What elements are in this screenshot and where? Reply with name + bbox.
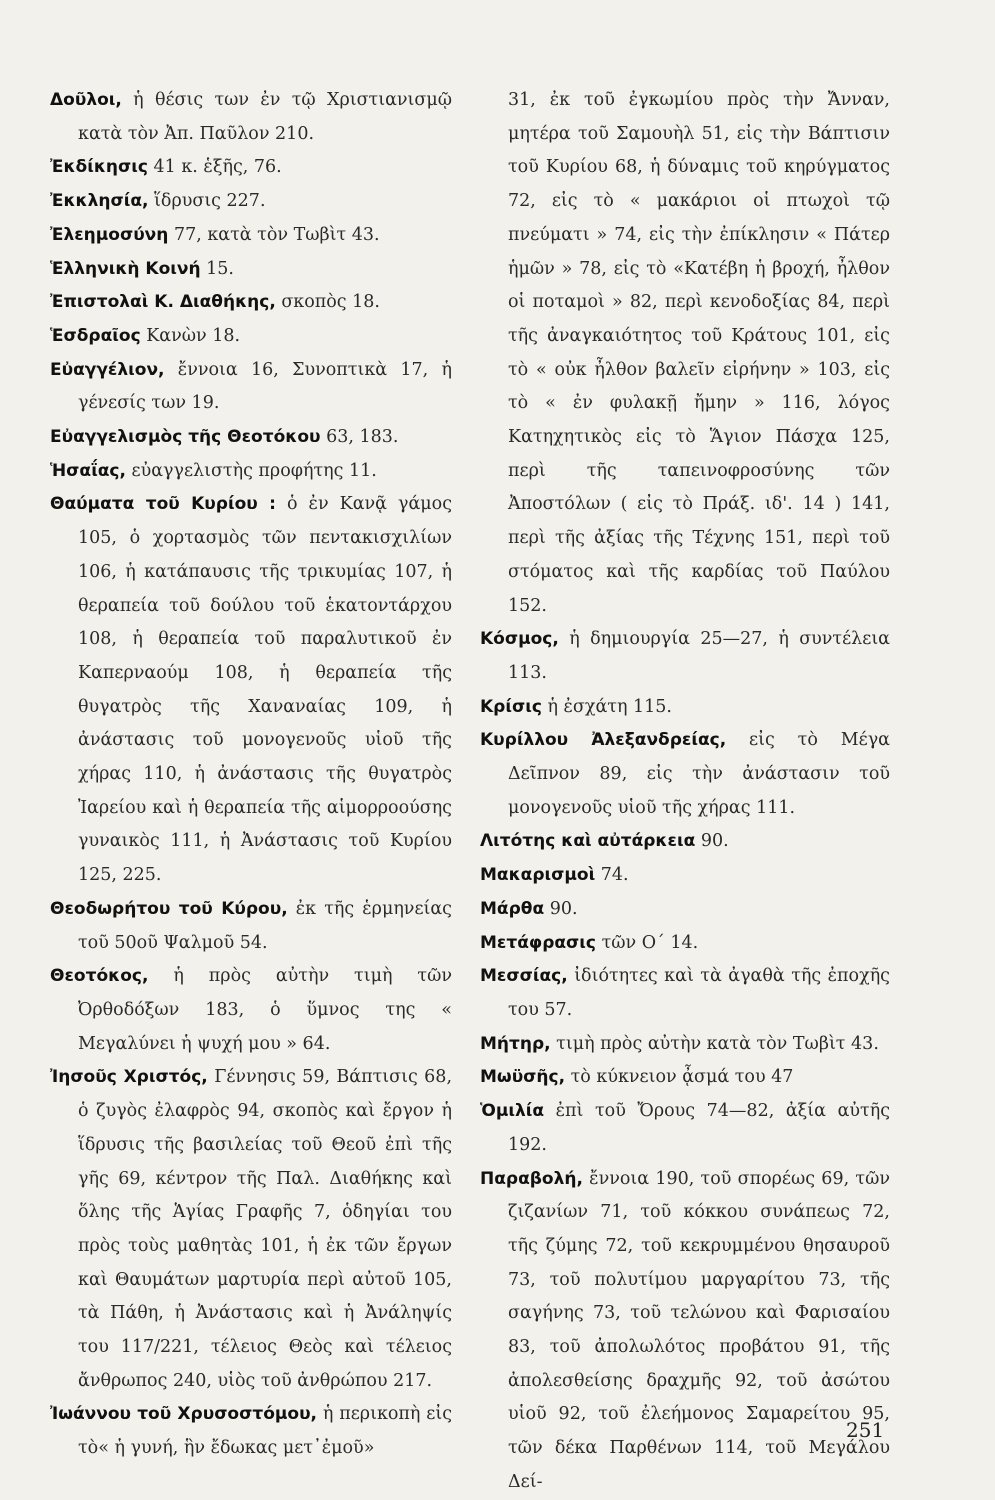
index-entry (480, 927, 890, 961)
index-headword: Ἰωάννου τοῦ Χρυσοστόμου, (50, 1404, 318, 1425)
index-entry-text: ἡ δημιουργία 25—27, ἡ συντέλεια 113. (508, 629, 890, 683)
index-entry-text: εὐαγγελιστὴς προφήτης 11. (125, 460, 377, 481)
index-entry (480, 1061, 890, 1095)
index-entry (480, 84, 890, 623)
index-entry (480, 724, 890, 825)
index-entry (480, 893, 890, 927)
index-entry-text: 90. (544, 898, 578, 919)
index-entry-text: ἵδρυσις 227. (148, 191, 266, 212)
index-entry-text: ἔννοια 190, τοῦ σπορέως 69, τῶν ζιζανίων 71, τοῦ κόκκου συνάπεως 72, τῆς ζύμης 72, τοῦ κεκρυμμένου θησαυροῦ 73, τοῦ πολυτίμου μαργαρίτου 73, τῆς σαγήνης 73, τοῦ τελώνου καὶ Φαρισαίου 83, τοῦ ἀπολωλότος προβάτου 91, τῆς ἀπολεσθείσης δραχμῆς 92, τοῦ ἀσώτου υἱοῦ 92, τοῦ ἐλεήμονος Σαμαρείτου 95, τῶν δέκα Παρθένων 114, τοῦ Μεγάλου Δεί- (508, 1168, 890, 1492)
index-headword: Ὁμιλία (480, 1101, 545, 1122)
index-headword: Ἑλληνικὴ Κοινή (50, 258, 201, 279)
index-headword: Μωϋσῆς, (480, 1067, 566, 1088)
index-entry-text: τὸ κύκνειον ᾆσμά του 47 (565, 1067, 794, 1088)
index-entry (50, 84, 452, 151)
index-entry-text: ὁ ἐν Κανᾷ γάμος 105, ὁ χορτασμὸς τῶν πεντακισχιλίων 106, ἡ κατάπαυσις τῆς τρικυμίας 107, ἡ θεραπεία τοῦ δούλου τοῦ ἑκατοντάρχου 108, ἡ θεραπεία τοῦ παραλυτικοῦ ἐν Καπερναούμ 108, ἡ θεραπεία τῆς θυγατρὸς τῆς Χαναναίας 109, ἡ ἀνάστασις τοῦ μονογενοῦς υἱοῦ τῆς χήρας 110, ἡ ἀνάστασις τῆς θυγατρὸς Ἰαρείου καὶ ἡ θεραπεία τῆς αἱμορροούσης γυναικὸς 111, ἡ Ἀνάστασις τοῦ Κυρίου 125, 225. (78, 494, 452, 886)
index-headword: Ἐκδίκησις (50, 157, 148, 178)
index-entry-text: εἰς τὸ Μέγα Δεῖπνον 89, εἰς τὴν ἀνάστασιν τοῦ μονογενοῦς υἱοῦ τῆς χήρας 111. (508, 730, 890, 818)
index-entry (50, 1061, 452, 1398)
index-entry-text: Κανὼν 18. (140, 325, 241, 346)
index-entry (50, 185, 452, 219)
index-entry-text: ἐπὶ τοῦ Ὄρους 74—82, ἀξία αὐτῆς 192. (508, 1101, 890, 1155)
index-headword: Λιτότης καὶ αὐτάρκεια (480, 831, 696, 852)
index-headword: Ἰησοῦς Χριστός, (50, 1067, 208, 1088)
index-entry (50, 286, 452, 320)
index-headword: Ἐλεημοσύνη (50, 224, 169, 245)
index-entry-text: 15. (200, 258, 234, 279)
index-headword: Ἑσδραῖος (50, 325, 141, 346)
index-headword: Θεοδωρήτου τοῦ Κύρου, (50, 898, 288, 919)
index-column-right (480, 84, 890, 1500)
index-column-left (50, 84, 452, 1466)
index-entry (50, 219, 452, 253)
index-entry (50, 1398, 452, 1465)
index-entry (50, 354, 452, 421)
index-entry-text: ἡ πρὸς αὐτὴν τιμὴ τῶν Ὀρθοδόξων 183, ὁ ὕμνος της « Μεγαλύνει ἡ ψυχή μου » 64. (78, 966, 452, 1054)
index-entry-text: 31, ἐκ τοῦ ἐγκωμίου πρὸς τὴν Ἄνναν, μητέρα τοῦ Σαμουὴλ 51, εἰς τὴν Βάπτισιν τοῦ Κυρίου 68, ἡ δύναμις τοῦ κηρύγματος 72, εἰς τὸ « μακάριοι οἱ πτωχοὶ τῷ πνεύματι » 74, εἰς τὴν ἐπίκλησιν « Πάτερ ἡμῶν » 78, εἰς τὸ «Κατέβη ἡ βροχή, ἦλθον οἱ ποταμοὶ » 82, περὶ κενοδοξίας 84, περὶ τῆς ἀναγκαιότητος τοῦ Κράτους 101, εἰς τὸ « οὐκ ἦλθον βαλεῖν εἰρήνην » 103, εἰς τὸ « ἐν φυλακῇ ἤμην » 116, λόγος Κατηχητικὸς εἰς τὸ Ἅγιον Πάσχα 125, περὶ τῆς ταπεινοφροσύνης τῶν Ἀποστόλων ( εἰς τὸ Πράξ. ιδ'. 14 ) 141, περὶ τῆς ἀξίας τῆς Τέχνης 151, περὶ τοῦ στόματος καὶ τῆς καρδίας τοῦ Παύλου 152. (508, 90, 890, 616)
index-headword: Θεοτόκος, (50, 966, 149, 987)
index-entry-text: 63, 183. (320, 427, 399, 448)
index-entry-text: ἡ ἐσχάτη 115. (541, 696, 672, 717)
index-headword: Ἐκκλησία, (50, 191, 149, 212)
index-headword: Μεσσίας, (480, 966, 568, 987)
index-headword: Θαύματα τοῦ Κυρίου : (50, 494, 276, 515)
index-headword: Ἡσαΐας, (50, 460, 126, 481)
index-headword: Μήτηρ, (480, 1033, 551, 1054)
page-number: 251 (846, 1418, 885, 1442)
index-entry-text: Γέννησις 59, Βάπτισις 68, ὁ ζυγὸς ἐλαφρὸς 94, σκοπὸς καὶ ἔργον ἡ ἵδρυσις τῆς βασιλείας τοῦ Θεοῦ ἐπὶ τῆς γῆς 69, κέντρον τῆς Παλ. Διαθήκης καὶ ὅλης τῆς Ἁγίας Γραφῆς 7, ὁδηγίαι του πρὸς τοὺς μαθητὰς 101, ἡ ἐκ τῶν ἔργων καὶ Θαυμάτων μαρτυρία περὶ αὐτοῦ 105, τὰ Πάθη, ἡ Ἀνάστασις καὶ ἡ Ἀνάληψίς του 117/221, τέλειος Θεὸς καὶ τέλειος ἄνθρωπος 240, υἱὸς τοῦ ἀνθρώπου 217. (78, 1067, 453, 1391)
index-entry (50, 421, 452, 455)
index-headword: Κόσμος, (480, 629, 559, 650)
index-entry (50, 893, 452, 960)
index-entry-text: ἡ θέσις των ἐν τῷ Χριστιανισμῷ κατὰ τὸν Ἀπ. Παῦλον 210. (78, 90, 452, 144)
index-headword: Παραβολή, (480, 1168, 583, 1189)
index-entry-text: ἐκ τῆς ἑρμηνείας τοῦ 50οῦ Ψαλμοῦ 54. (78, 898, 452, 953)
index-entry (50, 151, 452, 185)
index-entry-text: ἰδιότητες καὶ τὰ ἀγαθὰ τῆς ἐποχῆς του 57. (508, 966, 890, 1020)
index-entry (480, 1095, 890, 1162)
index-entry-text: 74. (595, 865, 629, 886)
index-entry-text: 41 κ. ἑξῆς, 76. (147, 157, 282, 178)
index-entry-text: σκοπὸς 18. (275, 292, 380, 313)
index-entry (480, 960, 890, 1027)
index-entry-text: τιμὴ πρὸς αὐτὴν κατὰ τὸν Τωβὶτ 43. (550, 1033, 879, 1054)
index-entry (480, 691, 890, 725)
index-entry-text: 90. (695, 831, 729, 852)
index-headword: Κυρίλλου Ἀλεξανδρείας, (480, 730, 727, 751)
index-entry (480, 623, 890, 690)
index-entry-text: ἡ περικοπὴ εἰς τὸ« ἡ γυνή, ἣν ἔδωκας μετ᾿ἐμοῦ» (78, 1404, 452, 1459)
index-entry (50, 455, 452, 489)
index-headword: Κρίσις (480, 696, 542, 717)
index-headword: Μάρθα (480, 898, 545, 919)
index-headword: Εὐαγγέλιον, (50, 359, 165, 380)
index-entry (480, 1028, 890, 1062)
index-headword: Μετάφρασις (480, 932, 596, 953)
index-entry (480, 859, 890, 893)
index-entry (50, 253, 452, 287)
index-headword: Δοῦλοι, (50, 90, 122, 110)
index-entry (50, 488, 452, 892)
index-entry (480, 825, 890, 859)
index-headword: Ἐπιστολαὶ Κ. Διαθήκης, (50, 292, 276, 313)
index-entry-text: ἔννοια 16, Συνοπτικὰ 17, ἡ γένεσίς των 19. (78, 359, 452, 414)
index-entry (480, 1163, 890, 1500)
index-headword: Μακαρισμοὶ (480, 865, 596, 886)
index-entry-text: 77, κατὰ τὸν Τωβὶτ 43. (168, 224, 380, 245)
index-entry (50, 960, 452, 1061)
index-entry (50, 320, 452, 354)
index-entry-text: τῶν Ο΄ 14. (596, 932, 699, 953)
index-headword: Εὐαγγελισμὸς τῆς Θεοτόκου (50, 427, 321, 448)
